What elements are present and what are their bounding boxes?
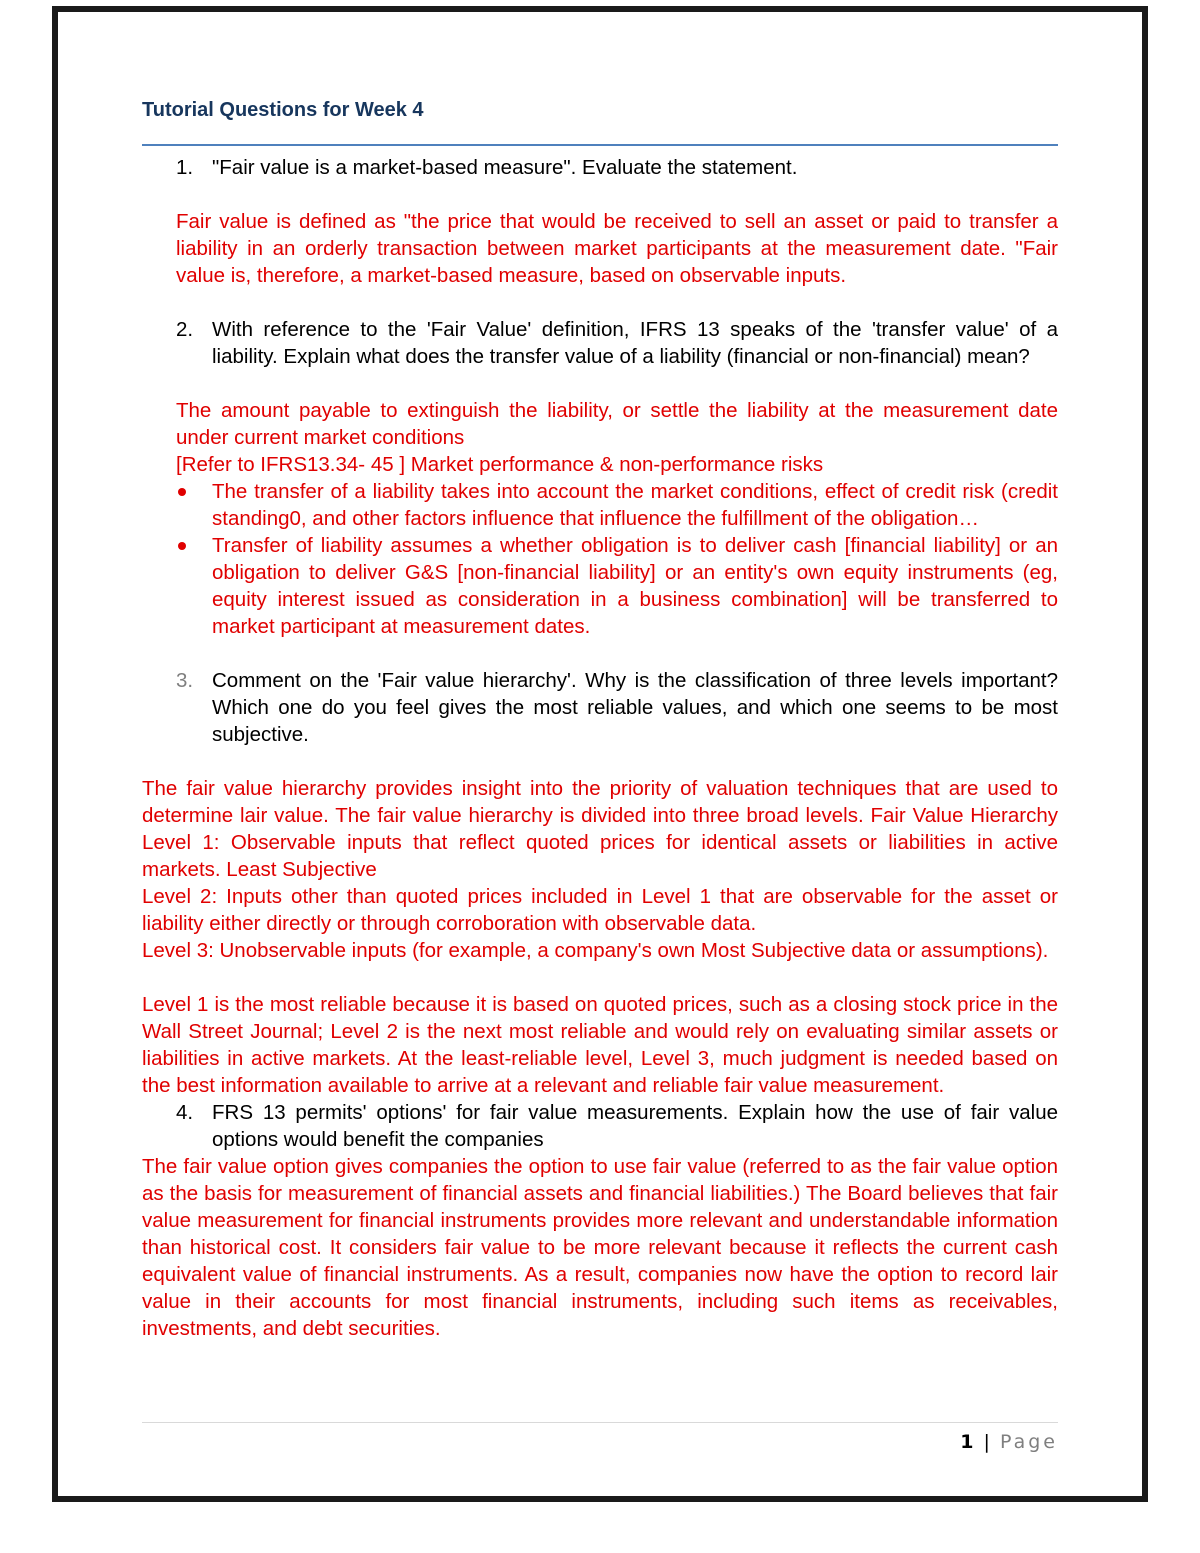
- document-body: [142, 94, 1058, 1342]
- page-footer: [142, 1428, 1058, 1456]
- answer-2: The amount payable to extinguish the liability, or settle the liability at the measurement date under current market conditions: [176, 399, 1058, 449]
- question-text: FRS 13 permits' options' for fair value measurements. Explain how the use of fair value options would benefit the companies: [212, 1101, 1058, 1151]
- question-text: "Fair value is a market-based measure". Evaluate the statement.: [212, 156, 798, 179]
- question-number: 4.: [176, 1101, 194, 1124]
- answer-3-paragraph: Level 1 is the most reliable because it is based on quoted prices, such as a closing stock price in the Wall Street Journal; Level 2 is the next most reliable and would rely on evaluating similar assets or liabilities in active markets. At the least-reliable level, Level 3, much judgment is needed based on the best information available to arrive at a relevant and reliable fair value measurement.: [142, 993, 1058, 1097]
- question-number: 3.: [176, 669, 194, 692]
- question-number: 2.: [176, 318, 194, 341]
- question-2: [142, 316, 1058, 370]
- bullet-icon: [176, 532, 212, 640]
- list-item: The transfer of a liability takes into account the market conditions, effect of credit risk (credit standing0, and other factors influence that influence the fulfillment of the obligation…: [176, 478, 1058, 532]
- question-text: Comment on the 'Fair value hierarchy'. Why is the classification of three levels important? Which one do you feel gives the most reliable values, and which one seems to be most subjective.: [212, 669, 1058, 746]
- answer-3-paragraph: Level 3: Unobservable inputs (for example, a company's own Most Subjective data or assumptions).: [142, 939, 1049, 962]
- answer-2-reference: [Refer to IFRS13.34- 45 ] Market performance & non-performance risks: [176, 453, 824, 476]
- footer-separator: |: [983, 1431, 990, 1453]
- question-4: [142, 1099, 1058, 1153]
- list-item: Transfer of liability assumes a whether obligation is to deliver cash [financial liability] or an obligation to deliver G&S [non-financial liability] or an entity's own equity instruments (eg, equity interest issued as consideration in a business combination] will be transferred to market participant at measurement dates.: [176, 532, 1058, 640]
- page-number: 1: [960, 1431, 974, 1453]
- question-text: With reference to the 'Fair Value' definition, IFRS 13 speaks of the 'transfer value' of a liability. Explain what does the transfer value of a liability (financial or non-financial) mean?: [212, 318, 1058, 368]
- answer-1: Fair value is defined as "the price that would be received to sell an asset or paid to transfer a liability in an orderly transaction between market participants at the measurement date. "Fair value is, therefore, a market-based measure, based on observable inputs.: [176, 210, 1058, 287]
- question-3: [142, 667, 1058, 748]
- page-label: Page: [1000, 1431, 1058, 1453]
- answer-4: The fair value option gives companies the option to use fair value (referred to as the fair value option as the basis for measurement of financial assets and financial liabilities.) The Board believes that fair value measurement for financial instruments provides more relevant and understandable information than historical cost. It considers fair value to be more relevant because it reflects the current cash equivalent value of financial instruments. As a result, companies now have the option to record lair value in their accounts for most financial instruments, including such items as receivables, investments, and debt securities.: [142, 1155, 1058, 1340]
- question-1: [142, 154, 1058, 181]
- answer-2-bullets: [142, 478, 1058, 640]
- answer-3-paragraph: The fair value hierarchy provides insight into the priority of valuation techniques that are used to determine lair value. The fair value hierarchy is divided into three broad levels. Fair Value Hierarchy Level 1: Observable inputs that reflect quoted prices for identical assets or liabilities in active markets. Least Subjective: [142, 777, 1058, 881]
- footer-divider: [142, 1422, 1058, 1423]
- question-number: 1.: [176, 156, 194, 179]
- page-title: Tutorial Questions for Week 4: [142, 94, 1058, 146]
- bullet-icon: [176, 478, 212, 532]
- answer-3-paragraph: Level 2: Inputs other than quoted prices included in Level 1 that are observable for the asset or liability either directly or through corroboration with observable data.: [142, 885, 1058, 935]
